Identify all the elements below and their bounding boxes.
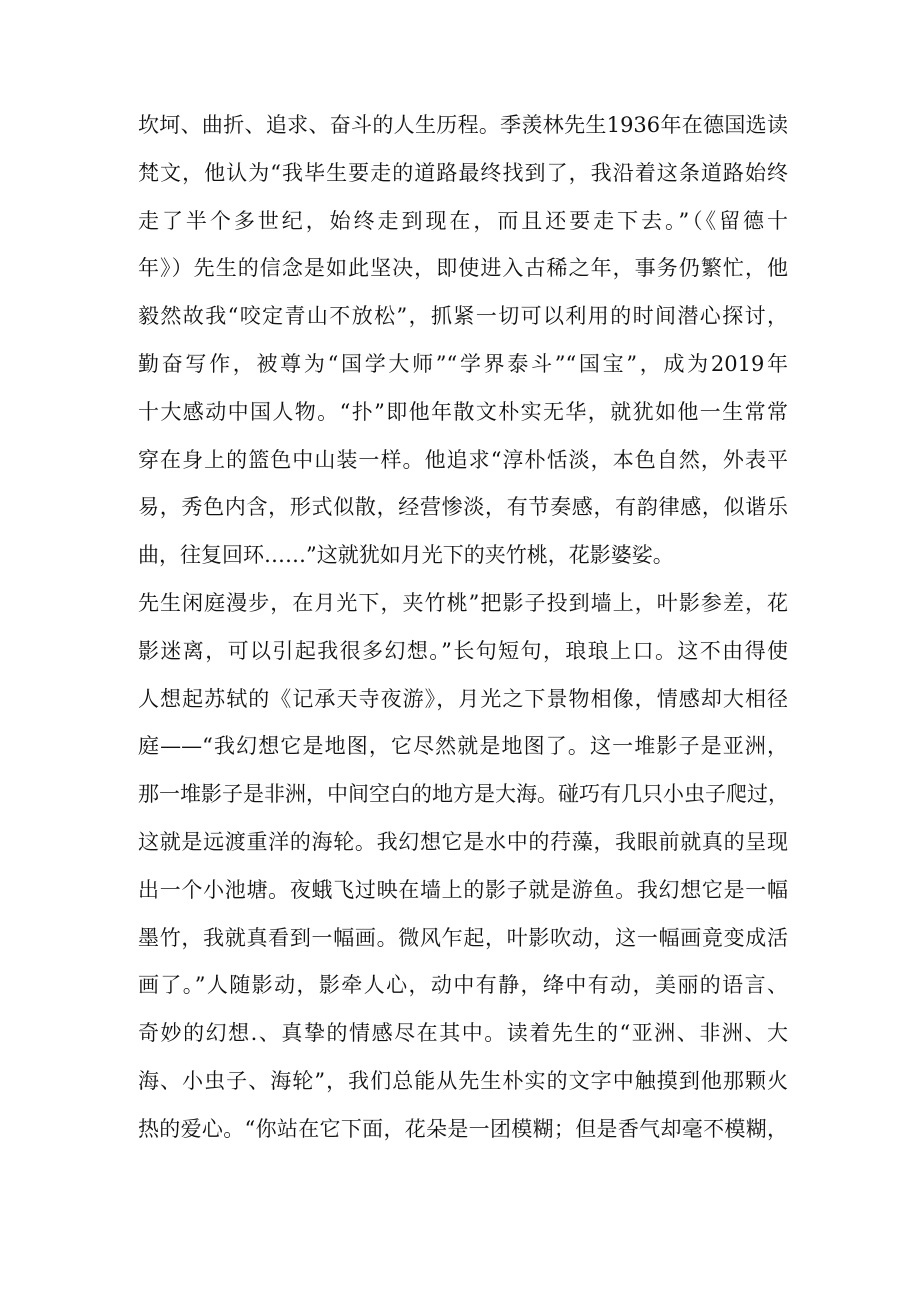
text-line-15: 那一堆影子是非洲，中间空白的地方是大海。碰巧有几只小虫子爬过， (138, 782, 789, 807)
body-text (138, 102, 788, 1154)
text-line-14: 庭——“我幻想它是地图，它尽然就是地图了。这一堆影子是亚洲， (138, 734, 788, 759)
text-line-22: 热的爱心。“你站在它下面，花朵是一团模糊；但是香气却毫不模糊， (138, 1116, 788, 1141)
text-line-6: 勤奋写作，被尊为“国学大师”“学界泰斗”“国宝”，成为2019年 (138, 351, 788, 376)
text-line-13: 人想起苏轼的《记承天寺夜游》，月光之下景物相像，情感却大相径 (138, 686, 788, 711)
text-line-3: 走了半个多世纪，始终走到现在，而且还要走下去。”（《留德十 (138, 208, 788, 233)
text-line-18: 墨竹，我就真看到一幅画。微风乍起，叶影吹动，这一幅画竟变成活 (138, 925, 788, 950)
text-line-12: 影迷离，可以引起我很多幻想。”长句短句，琅琅上口。这不由得使 (138, 638, 788, 663)
text-line-7: 十大感动中国人物。“扑”即他年散文朴实无华，就犹如他一生常常 (138, 399, 788, 424)
text-line-5: 毅然故我“咬定青山不放松”，抓紧一切可以利用的时间潜心探讨， (138, 304, 788, 329)
text-line-2: 梵文，他认为“我毕生要走的道路最终找到了，我沿着这条道路始终 (138, 160, 788, 185)
text-line-4: 年》）先生的信念是如此坚决，即使进入古稀之年，事务仍繁忙，他 (138, 256, 788, 281)
text-line-8: 穿在身上的篮色中山装一样。他追求“淳朴恬淡，本色自然，外表平 (138, 447, 788, 472)
text-line-9: 易，秀色内含，形式似散，经营惨淡，有节奏感，有韵律感，似谐乐 (138, 495, 788, 520)
text-line-19: 画了。”人随影动，影牵人心，动中有静，绛中有动，美丽的语言、 (138, 973, 788, 998)
text-line-11: 先生闲庭漫步，在月光下，夹竹桃”把影子投到墙上，叶影参差，花 (138, 590, 788, 615)
text-line-16: 这就是远渡重洋的海轮。我幻想它是水中的荇藻，我眼前就真的呈现 (138, 829, 788, 854)
text-line-17: 出一个小池塘。夜蛾飞过映在墙上的影子就是游鱼。我幻想它是一幅 (138, 877, 788, 902)
text-line-21: 海、小虫子、海轮”，我们总能从先生朴实的文字中触摸到他那颗火 (138, 1068, 788, 1093)
text-line-20: 奇妙的幻想.、真挚的情感尽在其中。读着先生的“亚洲、非洲、大 (138, 1021, 788, 1046)
text-line-1: 坎坷、曲折、追求、奋斗的人生历程。季羡林先生1936年在德国选读 (138, 113, 788, 137)
text-line-10: 曲，往复回环……”这就犹如月光下的夹竹桃，花影婆娑。 (138, 543, 674, 568)
